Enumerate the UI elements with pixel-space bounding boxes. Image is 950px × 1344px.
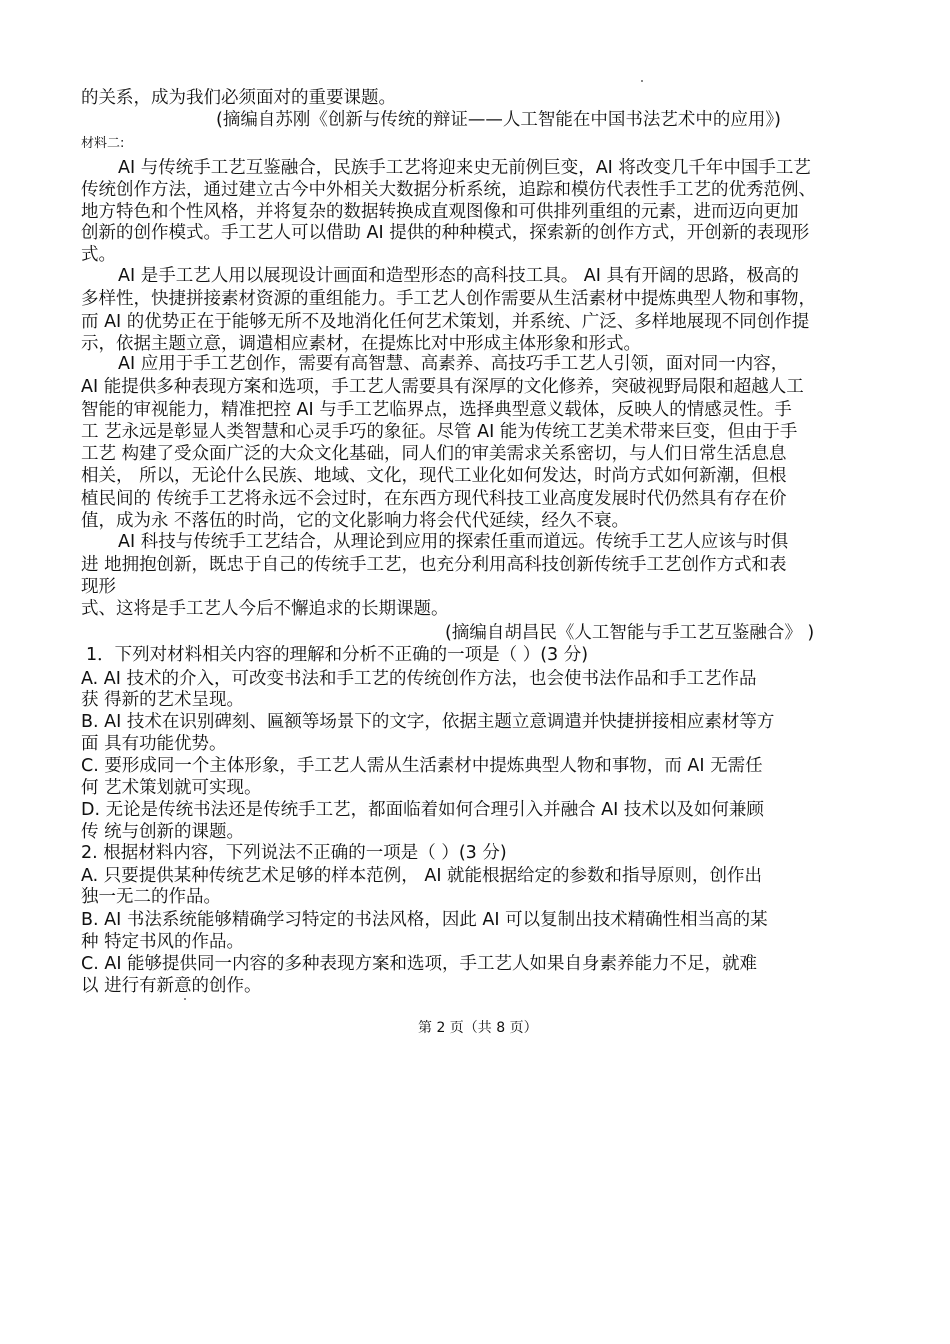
option-line: 以 进行有新意的创作。: [81, 976, 262, 996]
text-line: 智能的审视能力，精准把控 AI 与手工艺临界点，选择典型意义载体，反映人的情感灵性。手: [81, 400, 792, 420]
question-1-stem: 1．下列对材料相关内容的理解和分析不正确的一项是（ ）(3 分): [86, 645, 589, 665]
source-citation: (摘编自苏刚《创新与传统的辩证——人工智能在中国书法艺术中的应用》): [216, 110, 781, 130]
text-line: 地方特色和个性风格，并将复杂的数据转换成直观图像和可供排列重组的元素，进而迈向更加: [81, 202, 799, 222]
option-line: 种 特定书风的作品。: [81, 932, 245, 952]
text-line: 而 AI 的优势正在于能够无所不及地消化任何艺术策划，并系统、广泛、多样地展现不同创作提: [81, 312, 810, 332]
text-line: 进 地拥抱创新，既忠于自己的传统手工艺，也充分利用高科技创新传统手工艺创作方式和表: [81, 555, 787, 575]
option-line: B. AI 技术在识别碑刻、匾额等场景下的文字，依据主题立意调遣并快捷拼接相应素材等方: [81, 712, 775, 732]
text-line: 传统创作方法，通过建立古今中外相关大数据分析系统，追踪和模仿代表性手工艺的优秀范例、: [81, 180, 816, 200]
text-line: 式。: [81, 245, 116, 265]
text-line: 值，成为永 不落伍的时尚，它的文化影响力将会代代延续，经久不衰。: [81, 511, 630, 531]
text-line: 的关系，成为我们必须面对的重要课题。: [81, 88, 396, 108]
page-number: 第 2 页（共 8 页）: [418, 1020, 538, 1036]
section-label: 材料二:: [81, 136, 125, 151]
option-line: 获 得新的艺术呈现。: [81, 690, 245, 710]
option-line: 何 艺术策划就可实现。: [81, 778, 262, 798]
question-2-stem: 2. 根据材料内容，下列说法不正确的一项是（ ）(3 分): [81, 843, 507, 863]
text-line: AI 科技与传统手工艺结合，从理论到应用的探索任重而道远。传统手工艺人应该与时俱: [118, 532, 789, 552]
text-line: AI 是手工艺人用以展现设计画面和造型形态的高科技工具。 AI 具有开阔的思路，极高的: [118, 266, 799, 286]
option-line: B. AI 书法系统能够精确学习特定的书法风格，因此 AI 可以复制出技术精确性相当高的某: [81, 910, 768, 930]
text-line: 创新的创作模式。手工艺人可以借助 AI 提供的种种模式，探索新的创作方式，开创新的表现形: [81, 223, 810, 243]
speck-mark: [184, 998, 186, 1000]
speck-mark: [641, 80, 643, 82]
option-line: 面 具有功能优势。: [81, 734, 227, 754]
text-line: 相关， 所以，无论什么民族、地域、文化，现代工业化如何发达，时尚方式如何新潮，但根: [81, 466, 787, 486]
text-line: 现形: [81, 577, 116, 597]
text-line: 工艺 构建了受众面广泛的大众文化基础，同人们的审美需求关系密切，与人们日常生活息息: [81, 444, 787, 464]
text-line: AI 与传统手工艺互鉴融合，民族手工艺将迎来史无前例巨变，AI 将改变几千年中国手工艺: [118, 158, 811, 178]
text-line: AI 应用于手工艺创作，需要有高智慧、高素养、高技巧手工艺人引领，面对同一内容，: [118, 354, 789, 374]
option-line: A. 只要提供某种传统艺术足够的样本范例， AI 就能根据给定的参数和指导原则，创作出: [81, 866, 763, 886]
text-line: 式、这将是手工艺人今后不懈追求的长期课题。: [81, 599, 449, 619]
option-line: D. 无论是传统书法还是传统手工艺，都面临着如何合理引入并融合 AI 技术以及如何兼顾: [81, 800, 764, 820]
source-citation: (摘编自胡昌民《人工智能与手工艺互鉴融合》 ): [445, 623, 815, 643]
option-line: A. AI 技术的介入，可改变书法和手工艺的传统创作方法，也会使书法作品和手工艺作品: [81, 669, 757, 689]
option-line: C. AI 能够提供同一内容的多种表现方案和选项，手工艺人如果自身素养能力不足，就难: [81, 954, 758, 974]
option-line: C. 要形成同一个主体形象，手工艺人需从生活素材中提炼典型人物和事物，而 AI 无需任: [81, 756, 763, 776]
text-line: AI 能提供多种表现方案和选项，手工艺人需要具有深厚的文化修养，突破视野局限和超越人工: [81, 377, 804, 397]
text-line: 植民间的 传统手工艺将永远不会过时，在东西方现代科技工业高度发展时代仍然具有存在价: [81, 489, 787, 509]
option-line: 传 统与创新的课题。: [81, 822, 245, 842]
text-line: 示，依据主题立意，调遣相应素材，在提炼比对中形成主体形象和形式。: [81, 334, 641, 354]
option-line: 独一无二的作品。: [81, 887, 221, 907]
text-line: 多样性，快捷拼接素材资源的重组能力。手工艺人创作需要从生活素材中提炼典型人物和事物，: [81, 289, 816, 309]
text-line: 工 艺永远是彰显人类智慧和心灵手巧的象征。尽管 AI 能为传统工艺美术带来巨变，但由于手: [81, 422, 798, 442]
